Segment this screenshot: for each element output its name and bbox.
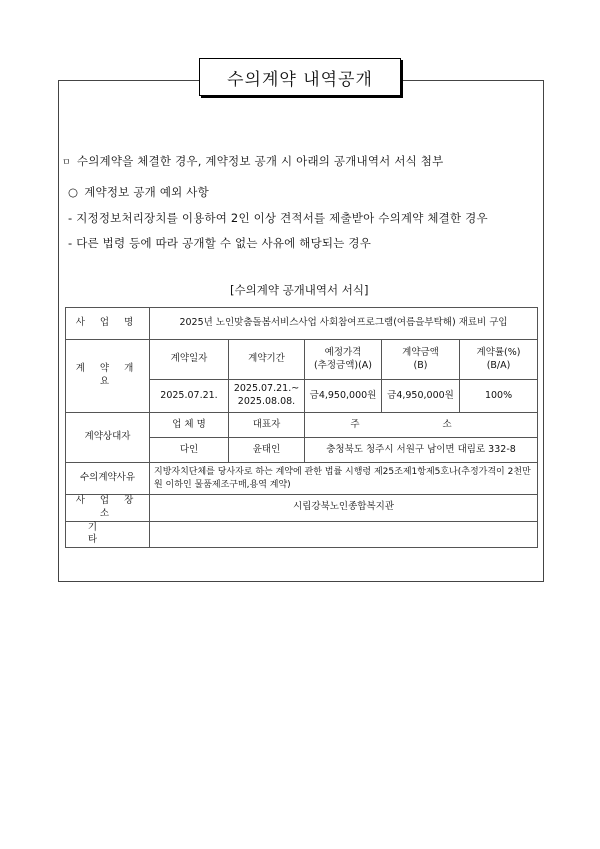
overview-value-date: 2025.07.21. [150, 380, 229, 413]
overview-header-amount: 계약금액 (B) [382, 340, 460, 380]
overview-value-period: 2025.07.21.~ 2025.08.08. [229, 380, 305, 413]
business-name-label: 사 업 명 [66, 308, 150, 340]
counterparty-header-address: 주 소 [305, 413, 538, 438]
counterparty-value-company: 다인 [150, 438, 229, 463]
table-row [66, 521, 538, 548]
main-line-text: 수의계약을 체결한 경우, 계약정보 공개 시 아래의 공개내역서 서식 첨부 [76, 154, 444, 168]
form-title: [수의계약 공개내역서 서식] [230, 283, 369, 297]
counterparty-label: 계약상대자 [66, 413, 150, 463]
business-name-value: 2025년 노인맞춤돌봄서비스사업 사회참여프로그램(여름을부탁해) 재료비 구입 [150, 308, 538, 340]
overview-header-date: 계약일자 [150, 340, 229, 380]
exception-item-1: - 지정정보처리장치를 이용하여 2인 이상 견적서를 제출받아 수의계약 체결한 경우 [68, 211, 488, 225]
page-title: 수의계약 내역공개 [199, 58, 401, 96]
counterparty-value-rep: 윤태인 [229, 438, 305, 463]
counterparty-value-address: 충청북도 청주시 서원구 남이면 대림로 332-8 [305, 438, 538, 463]
location-label: 사 업 장 소 [66, 495, 150, 522]
reason-label: 수의계약사유 [66, 463, 150, 495]
table-row [66, 413, 538, 438]
counterparty-header-company: 업 체 명 [150, 413, 229, 438]
square-bullet-icon: ㅁ [62, 158, 71, 168]
table-row [66, 308, 538, 340]
overview-value-estimated: 금4,950,000원 [305, 380, 382, 413]
reason-value: 지방자치단체를 당사자로 하는 계약에 관한 법률 시행령 제25조제1항제5호나(추정가격이 2천만원 이하인 물품제조구매,용역 계약) [150, 463, 538, 495]
main-line [62, 153, 443, 169]
overview-header-estimated: 예정가격 (추정금액)(A) [305, 340, 382, 380]
overview-value-amount: 금4,950,000원 [382, 380, 460, 413]
table-row [66, 463, 538, 495]
contract-overview-label: 계 약 개 요 [66, 340, 150, 413]
location-value: 시립강북노인종합복지관 [150, 495, 538, 522]
etc-label: 기 타 [66, 521, 150, 548]
overview-header-period: 계약기간 [229, 340, 305, 380]
table-row [66, 495, 538, 522]
exception-heading-text: 계약정보 공개 예외 사항 [84, 185, 209, 199]
circle-bullet-icon: ○ [68, 185, 79, 199]
overview-value-rate: 100% [460, 380, 538, 413]
exception-heading [68, 184, 209, 200]
disclosure-table [65, 307, 538, 548]
exception-item-2: - 다른 법령 등에 따라 공개할 수 없는 사유에 해당되는 경우 [68, 236, 372, 250]
etc-value [150, 521, 538, 548]
counterparty-header-rep: 대표자 [229, 413, 305, 438]
overview-header-rate: 계약률(%) (B/A) [460, 340, 538, 380]
table-row [66, 340, 538, 380]
